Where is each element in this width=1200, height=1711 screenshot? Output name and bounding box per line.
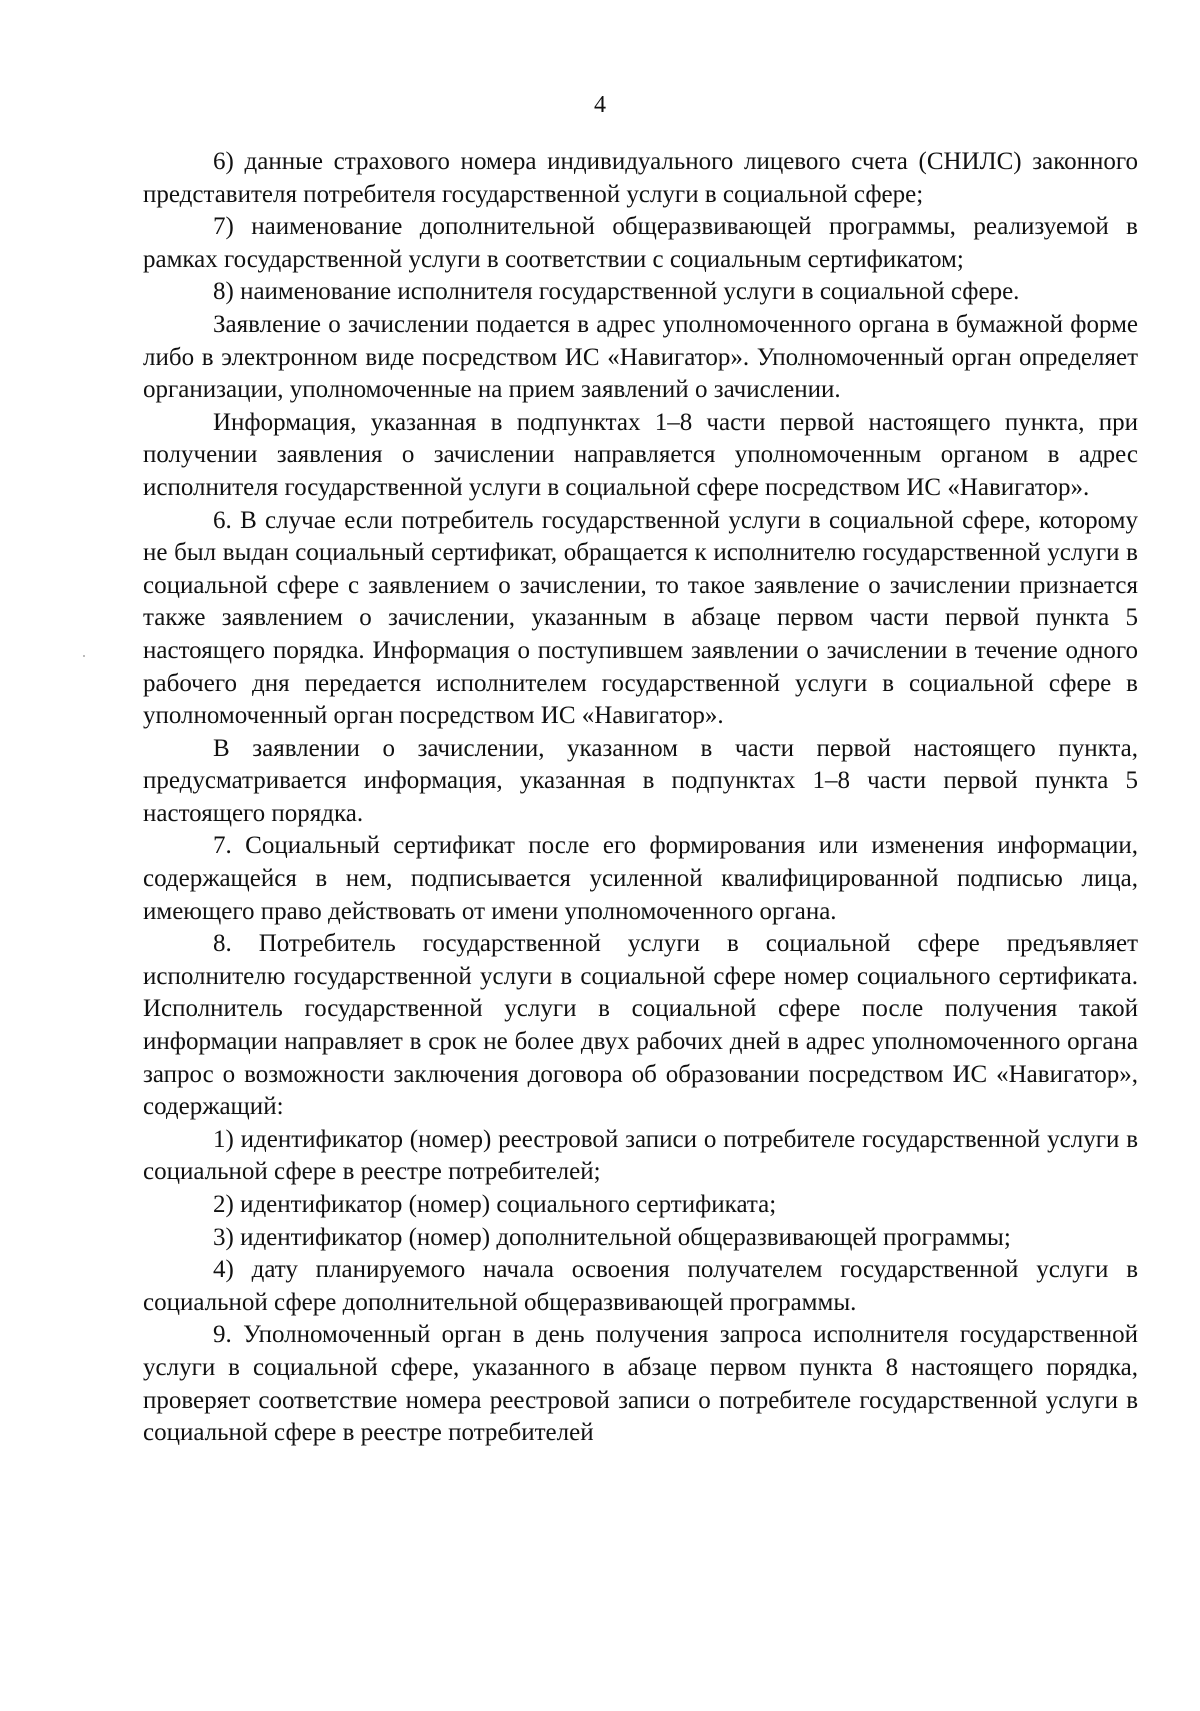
paragraph-clause-9: 9. Уполномоченный орган в день получения запроса исполнителя государственной услуги в социальной сфере, указанного в абзаце первом пункта 8 настоящего порядка, проверяет соответствие номера реестровой записи о потребителе государственной услуги в социальной сфере в реестре потребителей [143, 1321, 1138, 1447]
paragraph-item-6-snils: 6) данные страхового номера индивидуального лицевого счета (СНИЛС) законного представителя потребителя государственной услуги в социальной сфере; [143, 148, 1138, 208]
paragraph-clause-8: 8. Потребитель государственной услуги в социальной сфере предъявляет исполнителю государственной услуги в социальной сфере номер социального сертификата. Исполнитель государственной услуги в социальной сфере после получения такой информации направляет в срок не более двух рабочих дней в адрес уполномоченного органа запрос о возможности заключения договора об образовании посредством ИС «Навигатор», содержащий: [143, 930, 1138, 1121]
scan-speck [83, 655, 85, 657]
paragraph-clause-8-item-1: 1) идентификатор (номер) реестровой записи о потребителе государственной услуги в социальной сфере в реестре потребителей; [143, 1125, 1138, 1186]
paragraph-clause-6-part-2: В заявлении о зачислении, указанном в части первой настоящего пункта, предусматривается информация, указанная в подпунктах 1–8 части первой пункта 5 настоящего порядка. [143, 734, 1138, 827]
paragraph-clause-8-item-4: 4) дату планируемого начала освоения получателем государственной услуги в социальной сфере дополнительной общеразвивающей программы. [143, 1256, 1138, 1316]
paragraph-clause-8-item-2: 2) идентификатор (номер) социального сертификата; [213, 1191, 777, 1218]
paragraph-item-7-program-name: 7) наименование дополнительной общеразвивающей программы, реализуемой в рамках государственной услуги в соответствии с социальным сертификатом; [143, 213, 1138, 273]
document-body [143, 146, 1138, 1450]
paragraph-clause-8-item-3: 3) идентификатор (номер) дополнительной общеразвивающей программы; [213, 1223, 1011, 1251]
paragraph-application-submission: Заявление о зачислении подается в адрес уполномоченного органа в бумажной форме либо в электронном виде посредством ИС «Навигатор». Уполномоченный орган определяет организации, уполномоченные на прием заявлений о зачислении. [143, 310, 1138, 404]
page-number: 4 [594, 92, 606, 118]
paragraph-information-transfer: Информация, указанная в подпунктах 1–8 части первой настоящего пункта, при получении заявления о зачислении направляется уполномоченным органом в адрес исполнителя государственной услуги в социальной сфере посредством ИС «Навигатор». [143, 408, 1138, 501]
paragraph-item-8-provider-name: 8) наименование исполнителя государственной услуги в социальной сфере. [213, 278, 1020, 306]
paragraph-clause-6: 6. В случае если потребитель государственной услуги в социальной сфере, которому не был выдан социальный сертификат, обращается к исполнителю государственной услуги в социальной сфере с заявлением о зачислении, то такое заявление о зачислении признается также заявлением о зачислении, указанным в абзаце первом части первой пункта 5 настоящего порядка. Информация о поступившем заявлении о зачислении в течение одного рабочего дня передается исполнителем государственной услуги в социальной сфере в уполномоченный орган посредством ИС «Навигатор». [143, 506, 1138, 730]
paragraph-clause-7: 7. Социальный сертификат после его формирования или изменения информации, содержащейся в нем, подписывается усиленной квалифицированной подписью лица, имеющего право действовать от имени уполномоченного органа. [143, 832, 1138, 925]
